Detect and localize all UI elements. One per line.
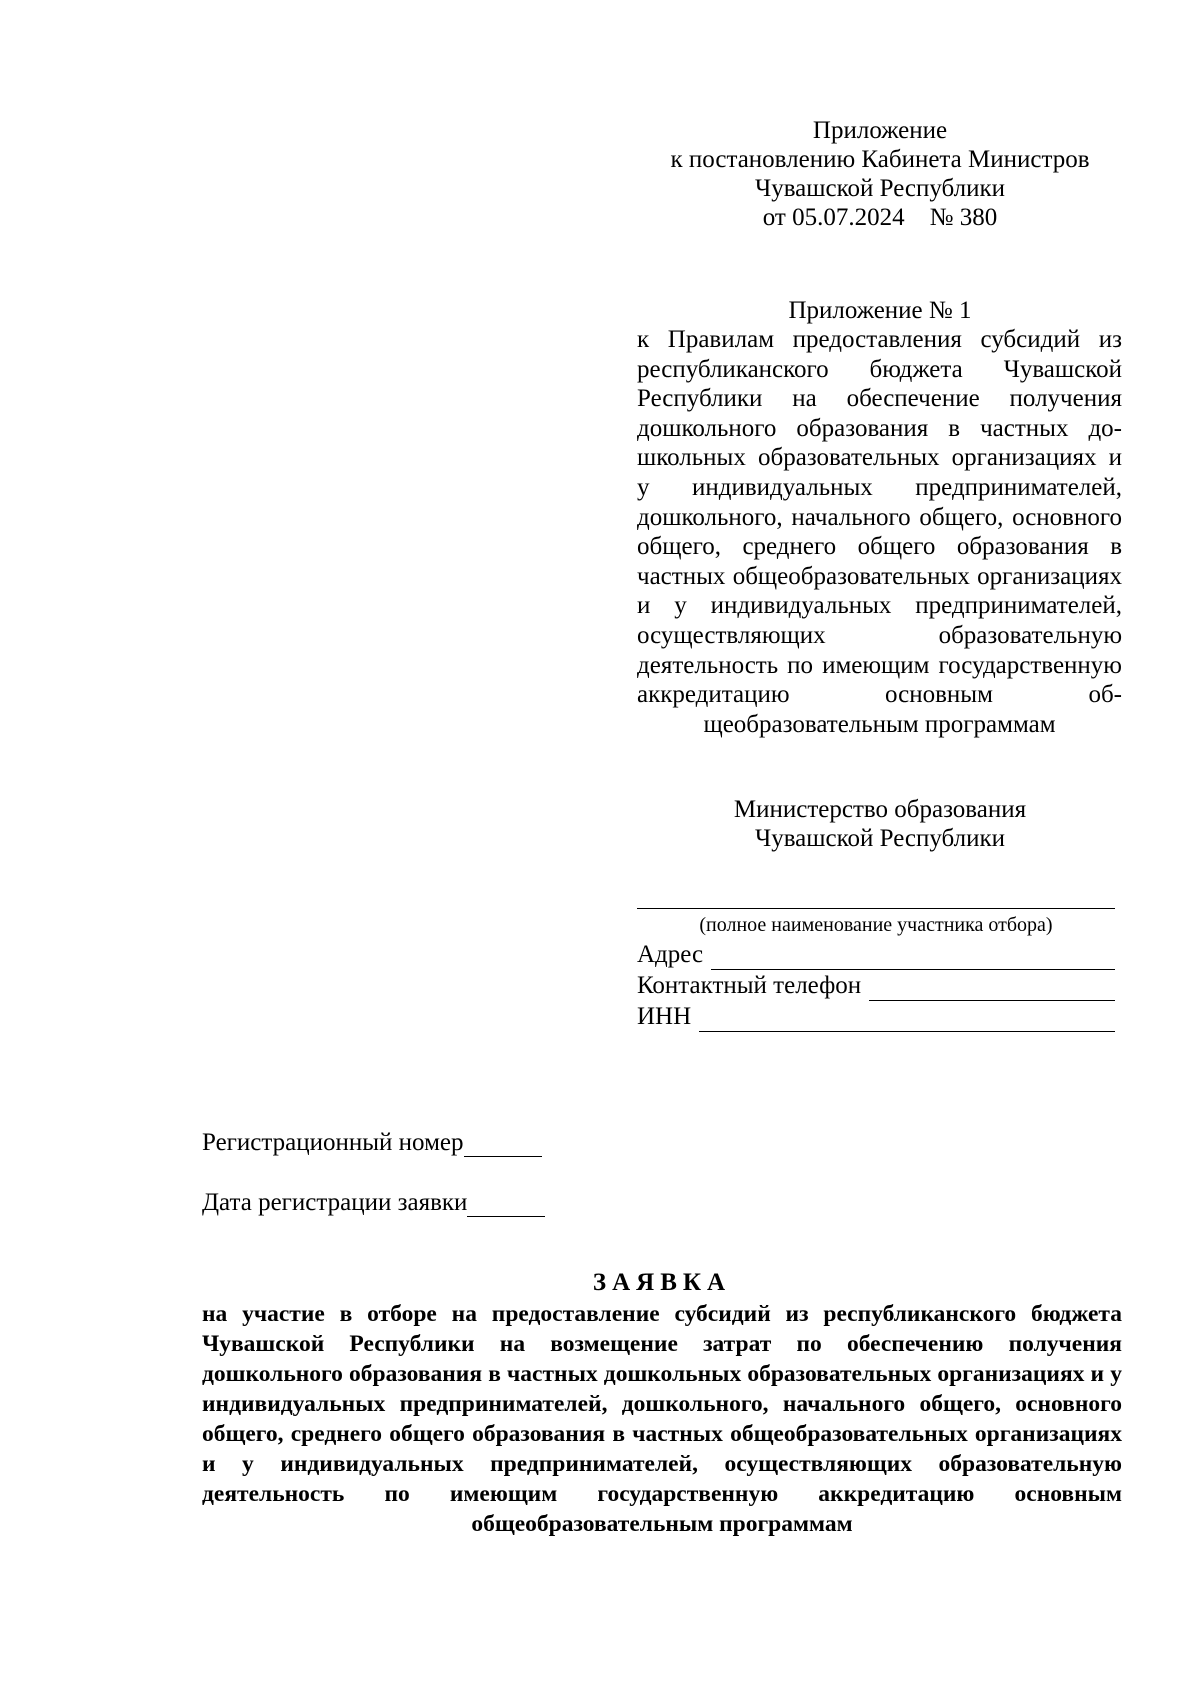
inn-field[interactable] — [699, 1009, 1115, 1032]
applicant-name-caption: (полное наименование участника отбора) — [699, 914, 1053, 936]
inn-label: ИНН — [637, 1003, 692, 1030]
applicant-name-field[interactable] — [637, 880, 1115, 909]
approval-line-3: Чувашской Республики — [754, 175, 1006, 202]
application-subject: на участие в отборе на предоставление субсидий из республиканского бюджета Чувашской Республики на возмещение затрат по обеспечению получения дошкольного образования в частных дошкольных образовательных организациях и у индивидуальных предпринимателей, дошкольного, начального общего, основного общего, среднего общего образования в частных общеобразовательных организациях и у индивидуальных предпринимателей, осуществляющих образовательную деятельность по имеющим государственную аккредитацию основным общеобразовательным программам — [202, 1301, 1122, 1537]
addressee-line-2: Чувашской Республики — [754, 825, 1006, 852]
phone-field[interactable] — [869, 978, 1115, 1001]
address-row — [637, 939, 1115, 970]
phone-row — [637, 970, 1115, 1001]
registration-date-row — [202, 1188, 545, 1217]
registration-number-label: Регистрационный номер — [202, 1129, 464, 1156]
phone-label: Контактный телефон — [637, 972, 862, 999]
registration-date-label: Дата регистрации заявки — [202, 1189, 468, 1216]
appendix-heading: Приложение № 1 — [788, 297, 972, 324]
address-field[interactable] — [711, 947, 1115, 970]
approval-line-2: к постановлению Кабинета Министров — [670, 146, 1090, 173]
applicant-block — [637, 880, 1122, 1032]
approval-line-1: Приложение — [812, 117, 948, 144]
addressee-block — [640, 795, 1120, 853]
registration-number-row — [202, 1128, 542, 1157]
appendix-rules-text: к Правилам предоставления субсидий из республиканского бюджета Чувашской Республики на обеспечение получения дошкольного образования в частных дошкольных образовательных организациях и у индивидуальных предпринимателей, дошкольного, начального общего, основного общего, среднего общего образования в частных общеобразовательных организациях и у индивидуальных предпринимателей, осуществляющих образовательную деятельность по имеющим государственную аккредитацию основным общеобразовательным программам — [637, 326, 1122, 738]
application-title: ЗАЯВКА — [592, 1269, 732, 1296]
address-label: Адрес — [637, 941, 704, 968]
approval-block — [620, 116, 1140, 232]
registration-number-field[interactable] — [464, 1134, 542, 1157]
inn-row — [637, 1001, 1115, 1032]
addressee-line-1: Министерство образования — [733, 796, 1027, 823]
approval-line-4: от 05.07.2024 № 380 — [762, 204, 998, 231]
registration-date-field[interactable] — [467, 1194, 545, 1217]
